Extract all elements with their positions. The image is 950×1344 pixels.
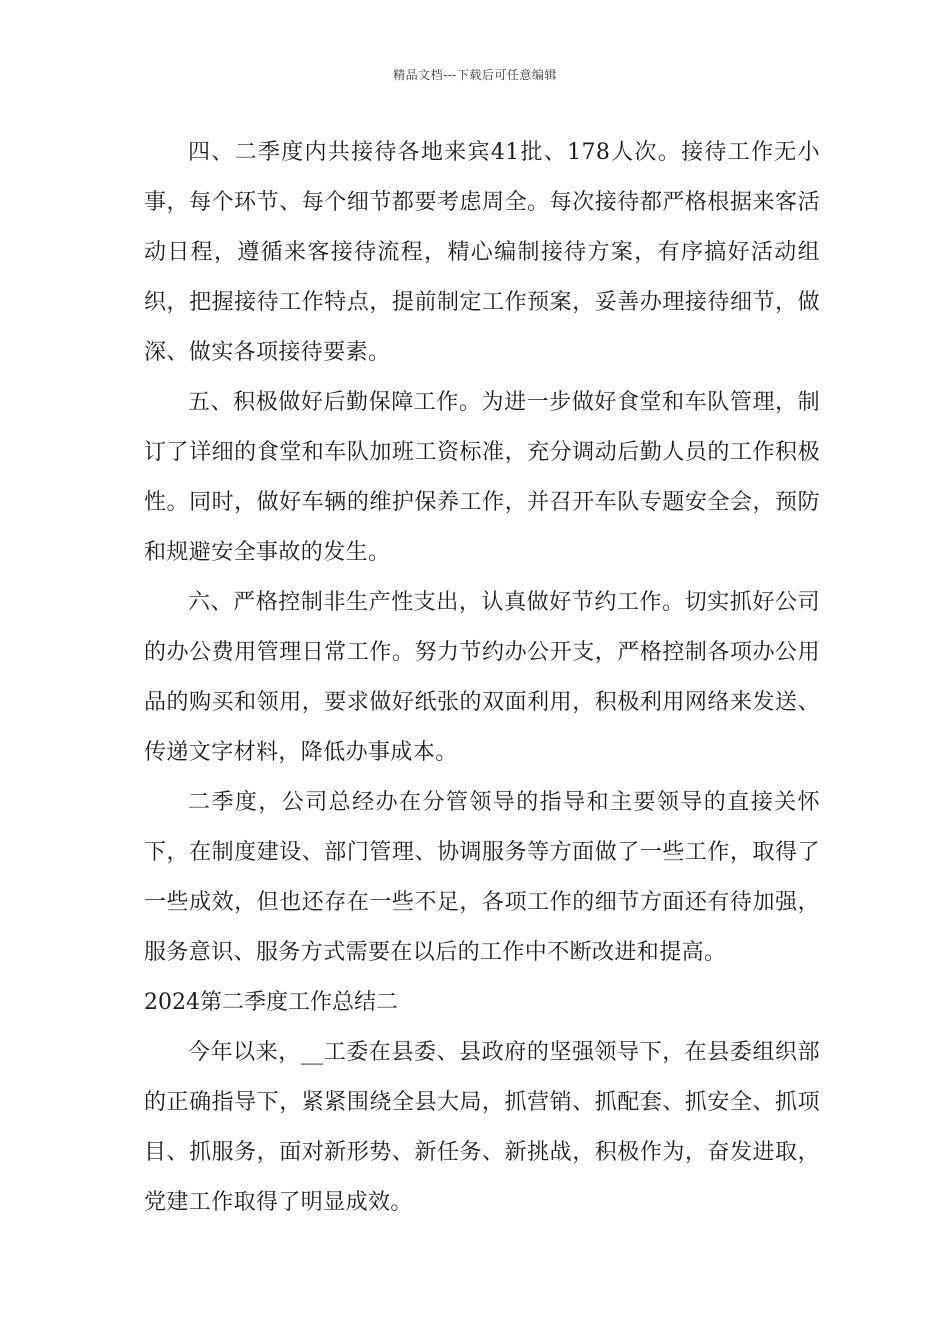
paragraph-reception: 四、二季度内共接待各地来宾41批、178人次。接待工作无小事，每个环节、每个细节都要考虑周全。每次接待都严格根据来客活动日程，遵循来客接待流程，精心编制接待方案，有序搞好活动组织，把握接待工作特点，提前制定工作预案，妥善办理接待细节，做深、做实各项接待要素。 <box>144 140 820 365</box>
paragraph-party-building: 今年以来，__工委在县委、县政府的坚强领导下，在县委组织部的正确指导下，紧紧围绕全县大局，抓营销、抓配套、抓安全、抓项目、抓服务，面对新形势、新任务、新挑战，积极作为，奋发进取，党建工作取得了明显成效。 <box>144 1040 820 1215</box>
paragraph-quarter-summary: 二季度，公司总经办在分管领导的指导和主要领导的直接关怀下，在制度建设、部门管理、协调服务等方面做了一些工作，取得了一些成效，但也还存在一些不足，各项工作的细节方面还有待加强，服务意识、服务方式需要在以后的工作中不断改进和提高。 <box>144 790 820 965</box>
paragraph-logistics: 五、积极做好后勤保障工作。为进一步做好食堂和车队管理，制订了详细的食堂和车队加班工资标准，充分调动后勤人员的工作积极性。同时，做好车辆的维护保养工作，并召开车队专题安全会，预防和规避安全事故的发生。 <box>144 390 820 565</box>
section-heading: 2024第二季度工作总结二 <box>144 990 398 1015</box>
document-body <box>144 128 820 1228</box>
page-header: 精品文档---下载后可任意编辑 <box>393 68 557 82</box>
paragraph-cost-control: 六、严格控制非生产性支出，认真做好节约工作。切实抓好公司的办公费用管理日常工作。努力节约办公开支，严格控制各项办公用品的购买和领用，要求做好纸张的双面利用，积极利用网络来发送、传递文字材料，降低办事成本。 <box>144 590 820 765</box>
